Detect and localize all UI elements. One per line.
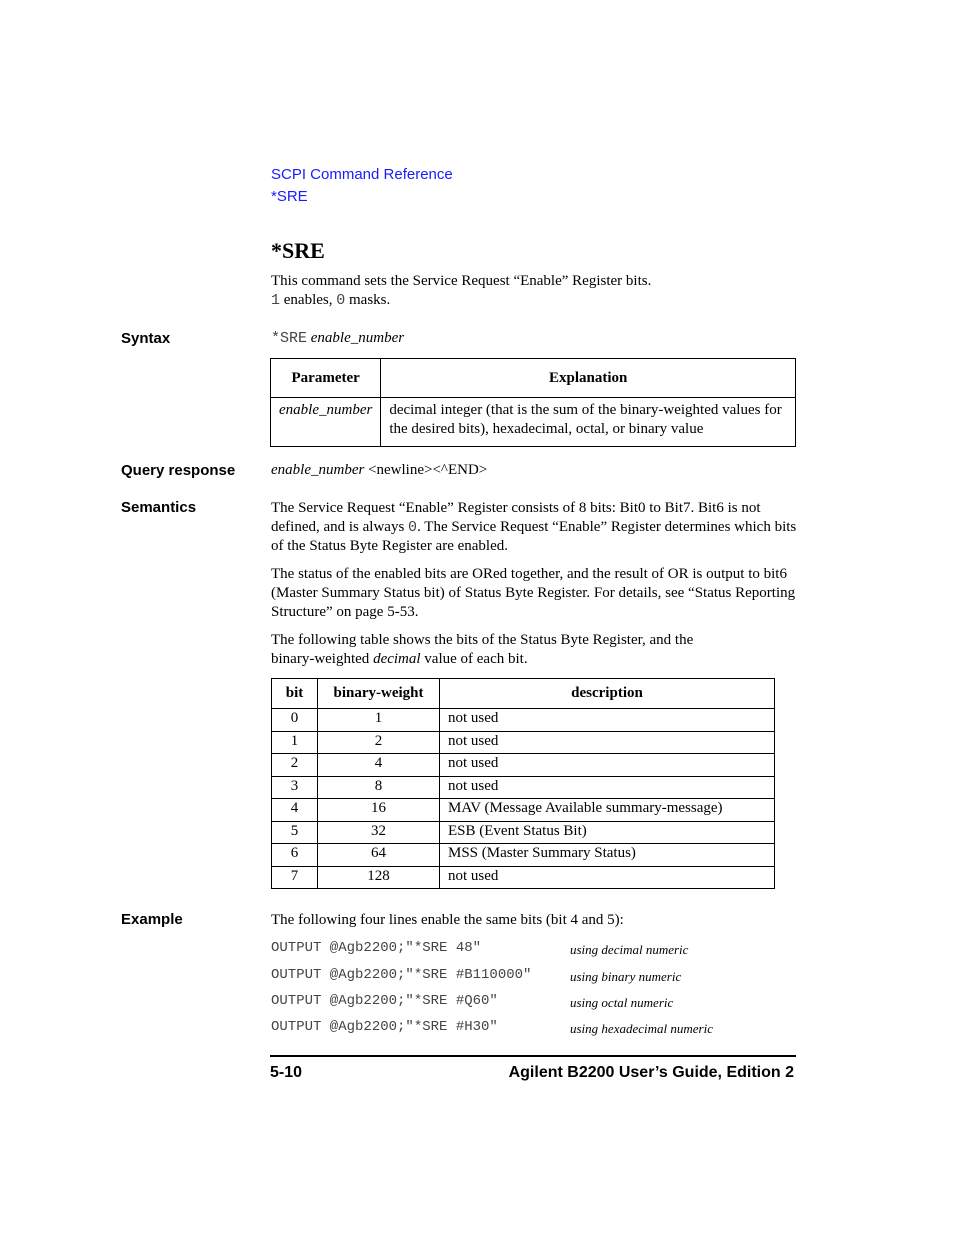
intro-enables-text: enables,: [280, 292, 337, 308]
weight-cell: 1: [318, 709, 440, 732]
bit-cell: 4: [272, 799, 318, 822]
semantics-p1-end: . The Service Request “Enable” Register determines which bits of the Status Byte Register are enabled.: [271, 519, 797, 554]
semantics-paragraph-1: [271, 499, 798, 556]
example-note: using hexadecimal numeric: [570, 1021, 713, 1036]
semantics-zero-value: 0: [408, 519, 418, 536]
parameter-header: Parameter: [271, 359, 381, 398]
description-cell: not used: [440, 776, 775, 799]
weight-cell: 8: [318, 776, 440, 799]
table-row: [272, 754, 775, 777]
syntax-param: enable_number: [310, 330, 405, 346]
semantics-p1-start: The Service Request “Enable” Register consists of 8 bits: Bit0 to Bit7. Bit6 is not defined, and is always: [271, 500, 761, 535]
weight-cell: 128: [318, 866, 440, 889]
bit-header: bit: [272, 679, 318, 709]
table-row: [272, 799, 775, 822]
example-code-line: OUTPUT @Agb2200;"*SRE 48": [271, 940, 482, 956]
table-row: [272, 844, 775, 867]
explanation-cell: decimal integer (that is the sum of the binary-weighted values for the desired bits), hexadecimal, octal, or binary value: [381, 398, 796, 447]
query-response-line: [271, 462, 487, 479]
description-cell: ESB (Event Status Bit): [440, 821, 775, 844]
bit-cell: 6: [272, 844, 318, 867]
bit-cell: 0: [272, 709, 318, 732]
example-note: using binary numeric: [570, 969, 682, 984]
table-row: [272, 709, 775, 732]
example-code-line: OUTPUT @Agb2200;"*SRE #H30": [271, 1019, 498, 1035]
binary-weight-header: binary-weight: [318, 679, 440, 709]
page-title: *SRE: [271, 238, 325, 263]
description-cell: not used: [440, 754, 775, 777]
semantics-p3-start: The following table shows the bits of the Status Byte Register, and the binary-weighted: [271, 632, 694, 667]
weight-cell: 2: [318, 731, 440, 754]
intro-masks-text: masks.: [345, 292, 391, 308]
example-code-line: OUTPUT @Agb2200;"*SRE #Q60": [271, 993, 498, 1009]
example-label: Example: [121, 911, 183, 928]
query-response-param: enable_number: [271, 462, 365, 478]
enable-value: 1: [271, 292, 281, 309]
description-header: description: [440, 679, 775, 709]
breadcrumb-section-link[interactable]: SCPI Command Reference: [271, 166, 453, 183]
breadcrumb-command-link[interactable]: *SRE: [271, 188, 308, 205]
table-row: [272, 866, 775, 889]
bit-cell: 2: [272, 754, 318, 777]
description-cell: MAV (Message Available summary-message): [440, 799, 775, 822]
example-note: using octal numeric: [570, 995, 674, 1010]
intro-line-1: This command sets the Service Request “Enable” Register bits.: [271, 273, 652, 289]
intro-line-2: [271, 291, 796, 310]
semantics-p3-end: value of each bit.: [420, 651, 528, 667]
description-cell: not used: [440, 731, 775, 754]
query-response-terminator: <newline><^END>: [364, 462, 488, 478]
table-row: [272, 821, 775, 844]
parameter-table: [270, 358, 796, 447]
description-cell: not used: [440, 709, 775, 732]
parameter-cell: [271, 398, 381, 447]
table-row: [272, 731, 775, 754]
page-number: 5-10: [270, 1064, 303, 1081]
bit-cell: 1: [272, 731, 318, 754]
syntax-label: Syntax: [121, 330, 171, 347]
semantics-p3-emphasis: decimal: [373, 651, 421, 667]
semantics-label: Semantics: [121, 499, 197, 516]
parameter-table-header: [271, 359, 796, 398]
weight-cell: 16: [318, 799, 440, 822]
status-byte-table-header: [272, 679, 775, 709]
footer-rule: [270, 1055, 796, 1057]
example-note: using decimal numeric: [570, 942, 689, 957]
description-cell: MSS (Master Summary Status): [440, 844, 775, 867]
syntax-line: [271, 330, 404, 347]
parameter-name: enable_number: [279, 402, 373, 418]
semantics-body: [271, 499, 798, 669]
description-cell: not used: [440, 866, 775, 889]
example-intro: The following four lines enable the same bits (bit 4 and 5):: [271, 912, 624, 928]
bit-cell: 5: [272, 821, 318, 844]
table-row: [271, 398, 796, 447]
weight-cell: 64: [318, 844, 440, 867]
bit-cell: 3: [272, 776, 318, 799]
weight-cell: 32: [318, 821, 440, 844]
semantics-paragraph-3: [271, 631, 731, 669]
status-byte-table: [271, 678, 775, 889]
explanation-header: Explanation: [381, 359, 796, 398]
mask-value: 0: [336, 292, 346, 309]
intro-text: [271, 272, 796, 310]
table-row: [272, 776, 775, 799]
weight-cell: 4: [318, 754, 440, 777]
query-response-label: Query response: [121, 462, 236, 479]
bit-cell: 7: [272, 866, 318, 889]
footer-guide-title: Agilent B2200 User’s Guide, Edition 2: [508, 1064, 794, 1081]
syntax-command: *SRE: [271, 330, 308, 347]
semantics-paragraph-2: The status of the enabled bits are ORed together, and the result of OR is output to bit6 (Master Summary Status bit) of Status Byte Register. For details, see “Status Reporting Structure” on page 5-53.: [271, 566, 796, 620]
example-code-line: OUTPUT @Agb2200;"*SRE #B110000": [271, 967, 532, 983]
